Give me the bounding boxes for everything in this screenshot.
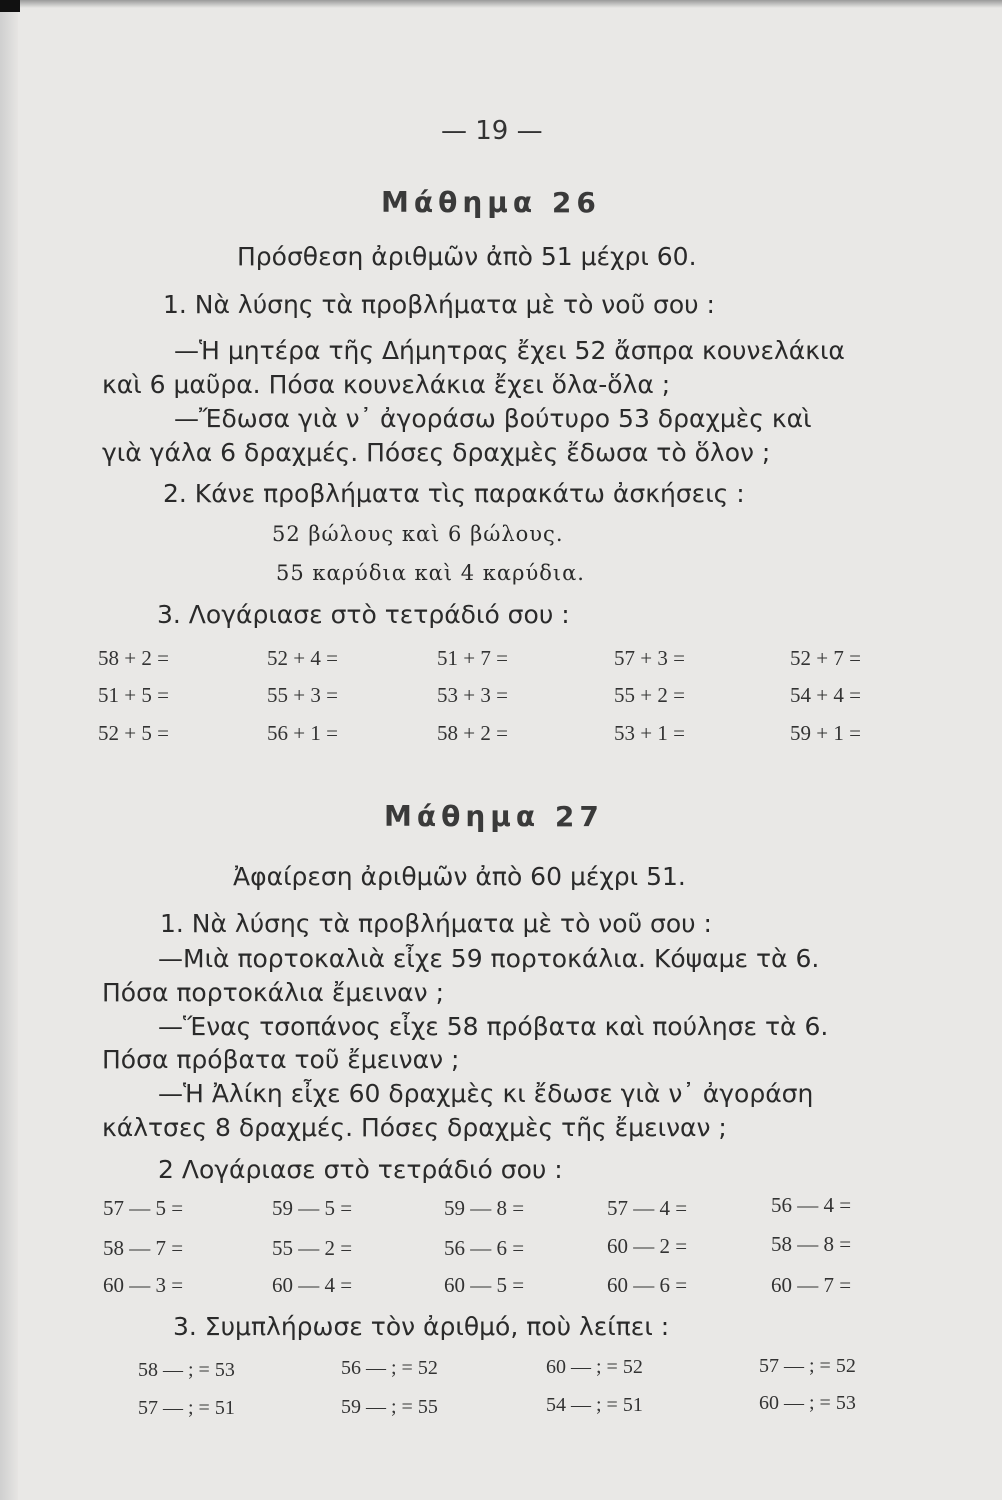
lesson-26-problem1-line2: καὶ 6 μαῦρα. Πόσα κουνελάκια ἔχει ὅλα-ὅλα ; [102,370,671,399]
exercise: 54 + 4 = [790,683,861,707]
lesson-26-task2-item: 55 καρύδια καὶ 4 καρύδια. [276,561,585,585]
fill-in-exercise: 57 — ; = 51 [138,1397,235,1419]
lesson-26-problem1-line1: —Ἡ μητέρα τῆς Δήμητρας ἔχει 52 ἄσπρα κουνελάκια [174,336,845,365]
fill-in-exercise: 60 — ; = 52 [546,1356,643,1378]
lesson-26-task2-item: 52 βώλους καὶ 6 βώλους. [272,522,564,546]
exercise: 55 + 2 = [614,683,685,707]
exercise: 53 + 3 = [437,683,508,707]
lesson-27-subtitle: Ἀφαίρεση ἀριθμῶν ἀπὸ 60 μέχρι 51. [233,862,686,891]
lesson-26-task1-heading: 1. Νὰ λύσης τὰ προβλήματα μὲ τὸ νοῦ σου : [163,290,715,319]
lesson-27-problem1-line2: Πόσα πορτοκάλια ἔμειναν ; [102,978,444,1007]
exercise: 58 + 2 = [98,646,169,670]
fill-in-exercise: 60 — ; = 53 [759,1392,856,1414]
lesson-27-task1-heading: 1. Νὰ λύσης τὰ προβλήματα μὲ τὸ νοῦ σου : [160,909,712,938]
exercise: 60 — 7 = [771,1273,852,1297]
exercise: 51 + 7 = [437,646,508,670]
exercise: 60 — 5 = [444,1273,525,1297]
exercise: 60 — 3 = [103,1273,184,1297]
exercise: 59 — 5 = [272,1196,353,1220]
exercise: 59 — 8 = [444,1196,525,1220]
page-left-edge [0,0,18,1500]
lesson-27-task3-heading: 3. Συμπλήρωσε τὸν ἀριθμό, ποὺ λείπει : [173,1312,670,1341]
exercise: 56 — 6 = [444,1236,525,1260]
exercise: 58 + 2 = [437,721,508,745]
exercise: 60 — 6 = [607,1273,688,1297]
lesson-26-task3-heading: 3. Λογάριασε στὸ τετράδιό σου : [157,600,570,629]
fill-in-exercise: 58 — ; = 53 [138,1359,235,1381]
exercise: 51 + 5 = [98,683,169,707]
exercise: 52 + 4 = [267,646,338,670]
exercise: 56 + 1 = [267,721,338,745]
exercise: 57 — 5 = [103,1196,184,1220]
exercise: 59 + 1 = [790,721,861,745]
lesson-27-problem3-line2: κάλτσες 8 δραχμές. Πόσες δραχμὲς τῆς ἔμειναν ; [102,1113,727,1142]
lesson-27-problem2-line1: —Ἕνας τσοπάνος εἶχε 58 πρόβατα καὶ πούλησε τὰ 6. [158,1012,829,1041]
exercise: 58 — 8 = [771,1232,852,1256]
exercise: 53 + 1 = [614,721,685,745]
lesson-26-subtitle: Πρόσθεση ἀριθμῶν ἀπὸ 51 μέχρι 60. [237,242,697,271]
page-number: — 19 — [441,116,543,146]
fill-in-exercise: 57 — ; = 52 [759,1355,856,1377]
exercise: 58 — 7 = [103,1236,184,1260]
exercise: 57 — 4 = [607,1196,688,1220]
exercise: 55 + 3 = [267,683,338,707]
exercise: 52 + 5 = [98,721,169,745]
lesson-27-title: Μάθημα 27 [384,800,604,833]
fill-in-exercise: 54 — ; = 51 [546,1394,643,1416]
exercise: 55 — 2 = [272,1236,353,1260]
exercise: 60 — 2 = [607,1234,688,1258]
lesson-26-task2-heading: 2. Κάνε προβλήματα τὶς παρακάτω ἀσκήσεις : [163,479,745,508]
exercise: 57 + 3 = [614,646,685,670]
fill-in-exercise: 59 — ; = 55 [341,1396,438,1418]
fill-in-exercise: 56 — ; = 52 [341,1357,438,1379]
lesson-27-problem3-line1: —Ἡ Ἀλίκη εἶχε 60 δραχμὲς κι ἔδωσε γιὰ ν᾽ ἀγοράση [158,1079,814,1108]
scan-corner-mark [0,0,20,12]
lesson-27-task2-heading: 2 Λογάριασε στὸ τετράδιό σου : [158,1155,563,1184]
page-top-edge [0,0,1002,8]
lesson-26-problem2-line2: γιὰ γάλα 6 δραχμές. Πόσες δραχμὲς ἔδωσα τὸ ὅλον ; [102,438,771,467]
exercise: 52 + 7 = [790,646,861,670]
exercise: 56 — 4 = [771,1193,852,1217]
lesson-26-problem2-line1: —Ἔδωσα γιὰ ν᾽ ἀγοράσω βούτυρο 53 δραχμὲς καὶ [174,404,812,433]
lesson-27-problem1-line1: —Μιὰ πορτοκαλιὰ εἶχε 59 πορτοκάλια. Κόψαμε τὰ 6. [158,944,820,973]
lesson-26-title: Μάθημα 26 [381,186,601,219]
exercise: 60 — 4 = [272,1273,353,1297]
lesson-27-problem2-line2: Πόσα πρόβατα τοῦ ἔμειναν ; [102,1045,460,1074]
